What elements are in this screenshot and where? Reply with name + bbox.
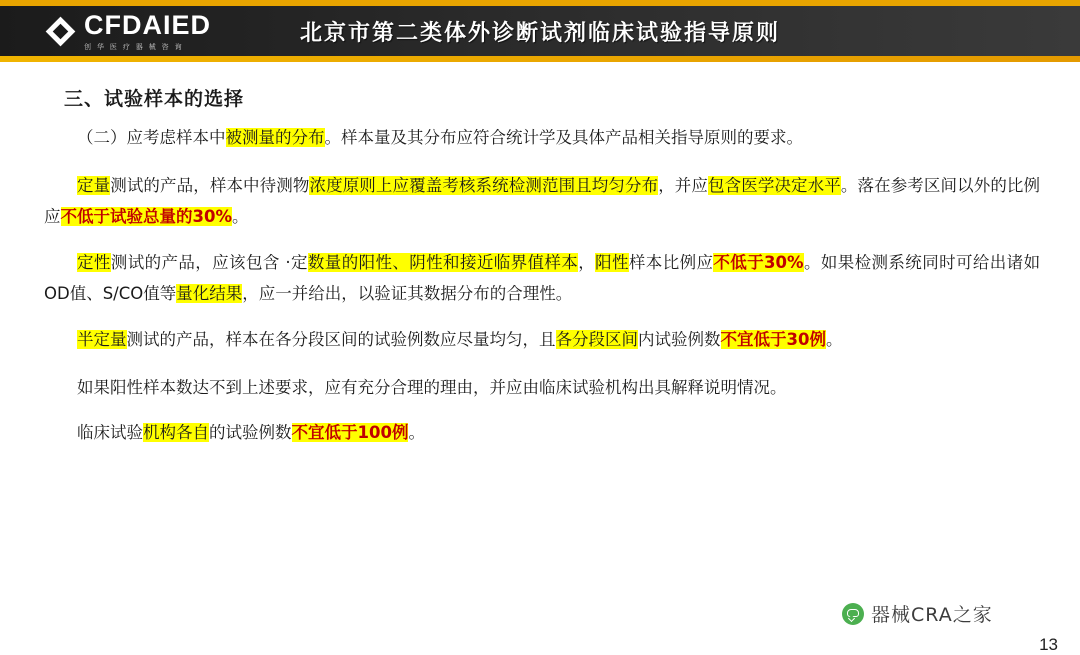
text-segment: 。落在参考区间以外的比例应 xyxy=(44,176,1041,226)
text-segment: 测试的产品，应该包含 ·定 xyxy=(110,253,308,272)
text-segment: （二）应考虑样本中 xyxy=(77,128,226,147)
text-segment: ，应一并给出，以验证其数据分布的合理性。 xyxy=(242,284,573,303)
slide-header-title: 北京市第二类体外诊断试剂临床试验指导原则 xyxy=(299,21,780,46)
page-number: 13 xyxy=(1039,635,1058,654)
paragraph-6 xyxy=(44,417,1040,448)
text-segment: 不低于试验总量的30% xyxy=(60,207,232,226)
text-segment: 包含医学决定水平 xyxy=(708,176,841,195)
header-top-accent-bar xyxy=(0,0,1080,6)
paragraph-1 xyxy=(44,122,1040,153)
paragraph-4 xyxy=(44,324,1040,355)
paragraph-5 xyxy=(44,372,1040,403)
text-segment: 。 xyxy=(825,330,843,349)
text-segment: 不低于30% xyxy=(713,253,804,272)
slide-header xyxy=(0,0,1080,62)
slide-body xyxy=(0,62,1080,654)
text-segment: 测试的产品，样本中待测物 xyxy=(110,176,310,195)
text-segment: 定量 xyxy=(77,176,111,195)
text-segment: 如果阳性样本数达不到上述要求，应有充分合理的理由，并应由临床试验机构出具解释说明情况。 xyxy=(77,378,787,397)
text-segment: 。 xyxy=(232,207,249,226)
text-segment: 浓度原则上应覆盖考核系统检测范围且均匀分布 xyxy=(309,176,659,195)
paragraph-2 xyxy=(44,170,1040,232)
text-segment: 样本比例应 xyxy=(628,253,714,272)
wechat-icon xyxy=(842,603,864,625)
watermark-text: 器械CRA之家 xyxy=(871,604,993,626)
text-segment: 不宜低于30例 xyxy=(720,330,826,349)
text-segment: 阳性 xyxy=(595,253,629,272)
text-segment: 各分段区间 xyxy=(555,330,638,349)
logo-subtitle: 创 华 医 疗 器 械 咨 询 xyxy=(84,44,184,51)
text-segment: 的试验例数 xyxy=(209,423,292,442)
text-segment: 量化结果 xyxy=(176,284,243,303)
text-segment: 测试的产品，样本在各分段区间的试验例数应尽量均匀，且 xyxy=(126,330,556,349)
text-segment: 内试验例数 xyxy=(638,330,721,349)
text-segment: 不宜低于100例 xyxy=(291,423,409,442)
text-segment: 。样本量及其分布应符合统计学及具体产品相关指导原则的要求。 xyxy=(324,128,803,147)
text-segment: 数量的阳性、阴性和接近临界值样本 xyxy=(307,253,579,272)
section-title: 三、试验样本的选择 xyxy=(64,88,245,110)
text-segment: 。 xyxy=(408,423,425,442)
logo-text: CFDAIED xyxy=(84,10,211,40)
paragraph-3 xyxy=(44,247,1040,309)
text-segment: 。如果检测系统同时可给出诸如OD值、S/CO值等 xyxy=(44,253,1041,303)
text-segment: 定性 xyxy=(77,253,111,272)
text-segment: ，并应 xyxy=(658,176,709,195)
watermark xyxy=(842,600,993,627)
text-segment: 临床试验 xyxy=(77,423,143,442)
text-segment: ， xyxy=(578,253,596,272)
text-segment: 被测量的分布 xyxy=(225,128,325,147)
text-segment: 机构各自 xyxy=(143,423,209,442)
text-segment: 半定量 xyxy=(77,330,127,349)
